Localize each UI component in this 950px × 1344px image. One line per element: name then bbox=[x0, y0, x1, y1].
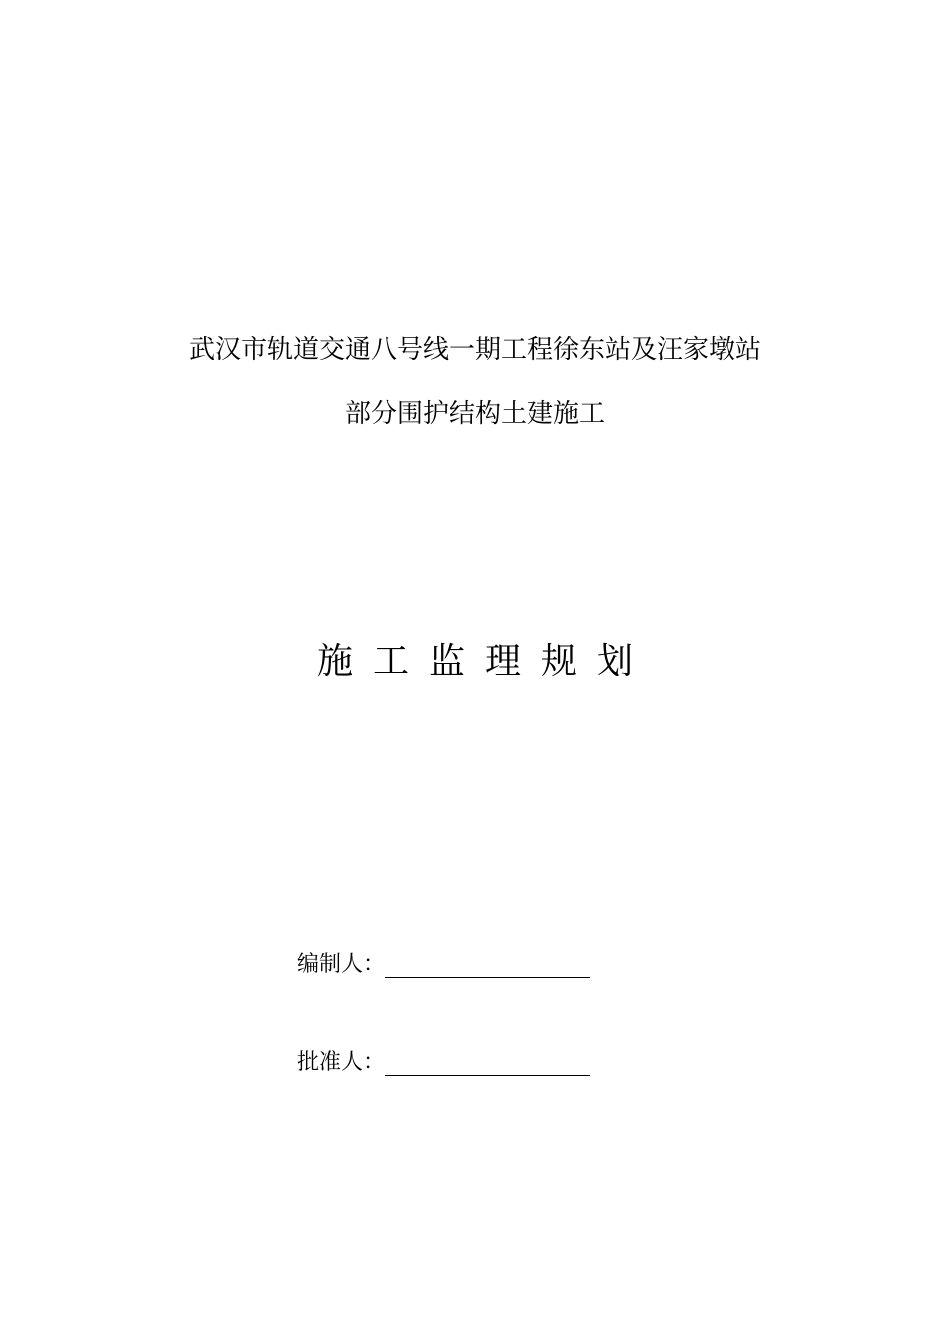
compiler-label: 编制人： bbox=[297, 952, 386, 977]
approver-signature-row bbox=[297, 1042, 590, 1078]
compiler-signature-row bbox=[297, 944, 590, 980]
project-title-line-1: 武汉市轨道交通八号线一期工程徐东站及汪家墩站 bbox=[188, 335, 761, 365]
approver-label: 批准人： bbox=[297, 1050, 386, 1075]
compiler-signature-line bbox=[385, 953, 590, 978]
project-title-line-2: 部分围护结构土建施工 bbox=[344, 399, 605, 429]
document-title: 施工监理规划 bbox=[316, 641, 653, 682]
approver-signature-line bbox=[385, 1051, 590, 1076]
